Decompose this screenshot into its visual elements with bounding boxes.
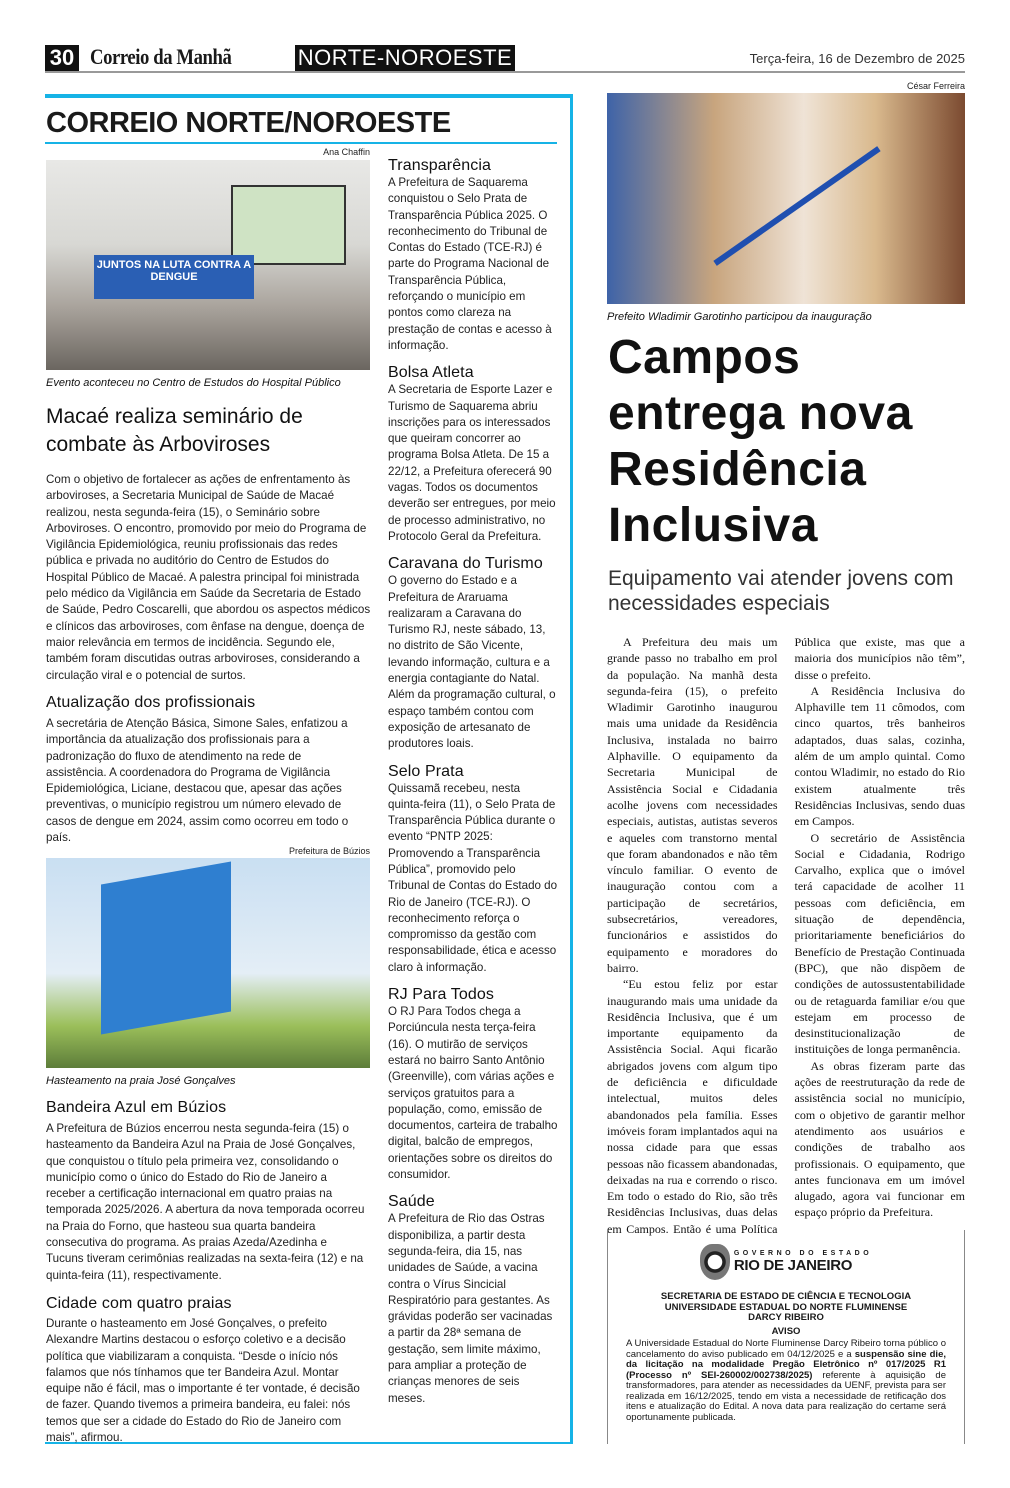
ad-text-bold: suspensão sine die, da licitação na modalidade Pregão Eletrônico nº 017/2025 R1 (Processo nº SEI-260002/002738/2025) [626, 1348, 946, 1381]
main-article-body [607, 634, 965, 1237]
brief-title: Bolsa Atleta [388, 364, 474, 382]
article-headline: Macaé realiza seminário de combate às Arboviroses [46, 405, 303, 456]
blue-ribbon [713, 146, 880, 266]
brief-title: RJ Para Todos [388, 986, 494, 1004]
ad-secretariat: SECRETARIA DE ESTADO DE CIÊNCIA E TECNOLOGIA [660, 1291, 912, 1302]
ad-text [608, 1339, 964, 1423]
brief-text: O governo do Estado e a Prefeitura de Araruama realizaram a Caravana do Turismo RJ, neste sábado, 13, no distrito de São Vicente, levando informação, cultura e a energia contagiante do Natal. Além da programação cultural, o espaço também contou com exposição de artesanato de produtores loais. [388, 574, 556, 751]
brief-item [388, 763, 558, 977]
brief-text: A Prefeitura de Rio das Ostras disponibiliza, a partir desta segunda-feira, dia 15, nas unidades de Saúde, a vacina contra o Vírus Sincicial Respiratório para gestantes. As grávidas poderão ser vacinadas a partir da 28ª semana de gestação, sem limite máximo, para ampliar a proteção de crianças menores de seis meses. [388, 1212, 553, 1405]
section-label: NORTE-NOROESTE [295, 45, 515, 71]
article-paragraph: O secretário de Assistência Social e Cidadania, Rodrigo Carvalho, explica que o imóvel terá capacidade de acolher 11 pessoas com deficiência, em situação de dependência, prioritariamente beneficiários do Benefício de Prestação Continuada (BPC), que não dispõem de condições de autossustentabilidade ou de retaguarda familiar e/ou que estejam em processo de desinstitucionalização de instituições de longa permanência. [794, 830, 965, 1057]
dengue-banner: JUNTOS NA LUTA CONTRA A DENGUE [94, 255, 254, 299]
issue-date: Terça-feira, 16 de Dezembro de 2025 [749, 51, 965, 66]
subheading: Bandeira Azul em Búzios [46, 1099, 227, 1116]
article-body: A Prefeitura de Búzios encerrou nesta segunda-feira (15) o hasteamento da Bandeira Azul na Praia de José Gonçalves, que conquistou o título pela primeira vez, consolidando o município como o único do Estado do Rio de Janeiro a receber a certificação internacional em quatro praias na temporada 2025/2026. A abertura da nova temporada ocorreu na Praia do Forno, que hasteou sua quarta bandeira consecutiva do programa. As praias Azeda/Azedinha e Tucuns tiveram cerimônias realizadas na sexta-feira (12) e na quinta-feira (11), respectivamente. [46, 1122, 365, 1282]
projector-screen [231, 185, 346, 265]
brief-item [388, 157, 558, 354]
brief-text: A Secretaria de Esporte Lazer e Turismo de Saquarema abriu inscrições para os interessados que queiram concorrer ao programa Bolsa Atleta. De 15 a 22/12, a Prefeitura oferecerá 90 vagas. Todos os documentos deverão ser entregues, por meio de processo administrativo, no Protocolo Geral da Prefeitura. [388, 383, 556, 543]
newspaper-name: Correio da Manhã [90, 44, 232, 69]
blue-flag-photo [46, 858, 370, 1068]
state-crest-icon [700, 1244, 730, 1280]
news-briefs [388, 157, 558, 1407]
subheading: Cidade com quatro praias [46, 1295, 232, 1312]
main-headline: Campos entrega nova Residência Inclusiva [608, 331, 913, 552]
brief-item [388, 986, 558, 1183]
header-divider [45, 71, 965, 73]
legal-notice-ad [607, 1230, 965, 1444]
brief-title: Transparência [388, 157, 491, 174]
ribbon-cutting-photo [607, 93, 965, 304]
brief-title: Selo Prata [388, 762, 464, 780]
article-paragraph: “Eu estou feliz por estar inaugurando mais uma unidade da Residência Inclusiva, que é um importante equipamento da Assistência Social. Aqui ficarão abrigados jovens com algum tipo de deficiência e dificuldade intelectual, muitos deles abandonados pela família. Esses imóveis foram implantados aqui na nossa cidade para que essas pessoas não ficassem abandonadas, deixadas na rua e correndo o risco. Em todo o estado do Rio, são três Residências Inclusivas, duas delas em Campos. Então é uma Política Pública que existe, mas que a maioria dos municípios não têm”, disse o prefeito. [607, 635, 965, 1236]
brief-text: A Prefeitura de Saquarema conquistou o Selo Prata de Transparência Pública 2025. O reconhecimento do Tribunal de Contas do Estado (TCE-RJ) é parte do Programa Nacional de Transparência Pública, reforçando o município em pontos como clareza na prestação de contas e acesso à informação. [388, 176, 552, 352]
brief-title: Caravana do Turismo [388, 555, 543, 573]
article-body: Durante o hasteamento em José Gonçalves, o prefeito Alexandre Martins destacou o esforço coletivo e a decisão política que viabilizaram a conquista. “Desde o início nós falamos que nós tínhamos que ter Bandeira Azul. Montar equipe não é fácil, mas o importante é ter vontade, é decisão de fazer. Quando tivemos a primeira bandeira, eu falei: nós temos que ser a cidade do Estado do Rio de Janeiro com mais”, afirmou. [46, 1317, 360, 1445]
ad-university: UNIVERSIDADE ESTADUAL DO NORTE FLUMINENSE [664, 1301, 908, 1313]
photo-caption: Prefeito Wladimir Garotinho participou da inauguração [607, 311, 872, 323]
brief-text: Quissamã recebeu, nesta quinta-feira (11), o Selo Prata de Transparência Pública durante o evento “PNTP 2025: Promovendo a Transparência Pública”, promovido pelo Tribunal de Contas do Estado do Rio de Janeiro (TCE-RJ). O reconhecimento reforça o compromisso da gestão com responsabilidade, ética e acesso claro à informação. [388, 781, 558, 974]
rj-government-logo [608, 1244, 964, 1280]
logo-small-text: GOVERNO DO ESTADO [733, 1250, 873, 1257]
page-number: 30 [45, 45, 79, 71]
article-body: A secretária de Atenção Básica, Simone Sales, enfatizou a importância da atualização dos profissionais para a padronização do fluxo de atendimento na rede de assistência. A coordenadora do Programa de Vigilância Epidemiológica, Liciane, destacou que, apesar das ações preventivas, o município registrou um número elevado de casos de dengue em 2024, assim como ocorreu em todo o país. [46, 717, 349, 845]
ad-title: AVISO [771, 1325, 801, 1337]
article-body: Com o objetivo de fortalecer as ações de enfrentamento às arboviroses, a Secretaria Municipal de Saúde de Macaé realizou, nesta segunda-feira (15), o Seminário sobre Arboviroses. O encontro, promovido por meio do Programa de Vigilância Epidemiológica, reuniu profissionais das redes pública e privada no auditório do Centro de Estudos do Hospital Público de Macaé. A palestra principal foi ministrada pelo médico da Vigilância em Saúde da Secretaria de Estado de Saúde, Pedro Coscarelli, que abordou os aspectos médicos e clínicos das arboviroses, com ênfase na dengue, doença de maior relevância em termos de incidência. Segundo ele, também foram discutidas outras arboviroses, considerando a circulação viral e o potencial de surtos. [46, 473, 371, 682]
brief-text: O RJ Para Todos chega a Porciúncula nesta terça-feira (16). O mutirão de serviços estará no bairro Santo Antônio (Greenville), com várias ações e serviços gratuitos para a população, como, emissão de documentos, carteira de trabalho digital, balcão de empregos, orientações sobre os direitos do consumidor. [388, 1005, 558, 1182]
column-section-title: CORREIO NORTE/NOROESTE [46, 107, 451, 139]
ad-text-part: A Universidade Estadual do Norte Fluminense Darcy Ribeiro torna público o cancelamento do aviso publicado em 04/12/2025 e a [626, 1338, 946, 1360]
logo-big-text: RIO DE JANEIRO [733, 1257, 853, 1274]
brief-item [388, 1193, 558, 1407]
article-paragraph: A Prefeitura deu mais um grande passo no trabalho em prol da população. Na manhã desta segunda-feira (15), o prefeito Wladimir Garotinho inaugurou mais uma unidade da Residência Inclusiva, instalada no bairro Alphaville. O equipamento da Secretaria Municipal de Assistência Social e Cidadania acolhe jovens com necessidades especiais, autistas, autistas severos e aqueles com transtorno mental que foram abandonados e não têm vínculo familiar. O evento de inauguração contou com a participação de secretários, subsecretários, vereadores, funcionários e assistidos do equipamento e moradores do bairro. [607, 635, 778, 975]
article-paragraph: A Residência Inclusiva do Alphaville tem 11 cômodos, com cinco quartos, três banheiros adaptados, duas salas, cozinha, além de um amplo quintal. Como contou Wladimir, no estado do Rio existem atualmente três Residências Inclusivas, sendo duas em Campos. [794, 683, 965, 829]
blue-flag [101, 862, 231, 1035]
ad-text-part: referente à aquisição de transformadores, para atender as necessidades da UENF, prevista para ser realizada em 16/12/2025, tendo em vista a necessidade de retificação dos itens e atualização do Edital. A nova data para realização do certame será oportunamente publicada. [626, 1369, 946, 1423]
photo-credit: Prefeitura de Búzios [288, 846, 370, 856]
subheading: Atualização dos profissionais [46, 694, 256, 711]
photo-credit: Ana Chaffin [323, 147, 370, 157]
ad-university-name: DARCY RIBEIRO [748, 1312, 824, 1323]
photo-caption: Hasteamento na praia José Gonçalves [46, 1075, 236, 1087]
article-paragraph: As obras fizeram parte das ações de reestruturação da rede de assistência social no município, com o objetivo de garantir melhor atendimento aos usuários e condições de trabalho aos profissionais. O equipamento, que antes funcionava em um imóvel alugado, agora vai funcionar em espaço próprio da Prefeitura. [794, 1058, 965, 1220]
photo-caption: Evento aconteceu no Centro de Estudos do Hospital Público [46, 377, 341, 389]
brief-item [388, 555, 558, 752]
seminar-group-photo [46, 160, 370, 370]
brief-item [388, 364, 558, 545]
section-title-underline [45, 142, 557, 144]
brief-title: Saúde [388, 1193, 435, 1211]
main-deck: Equipamento vai atender jovens com necessidades especiais [608, 567, 954, 615]
photo-credit: César Ferreira [906, 81, 965, 91]
